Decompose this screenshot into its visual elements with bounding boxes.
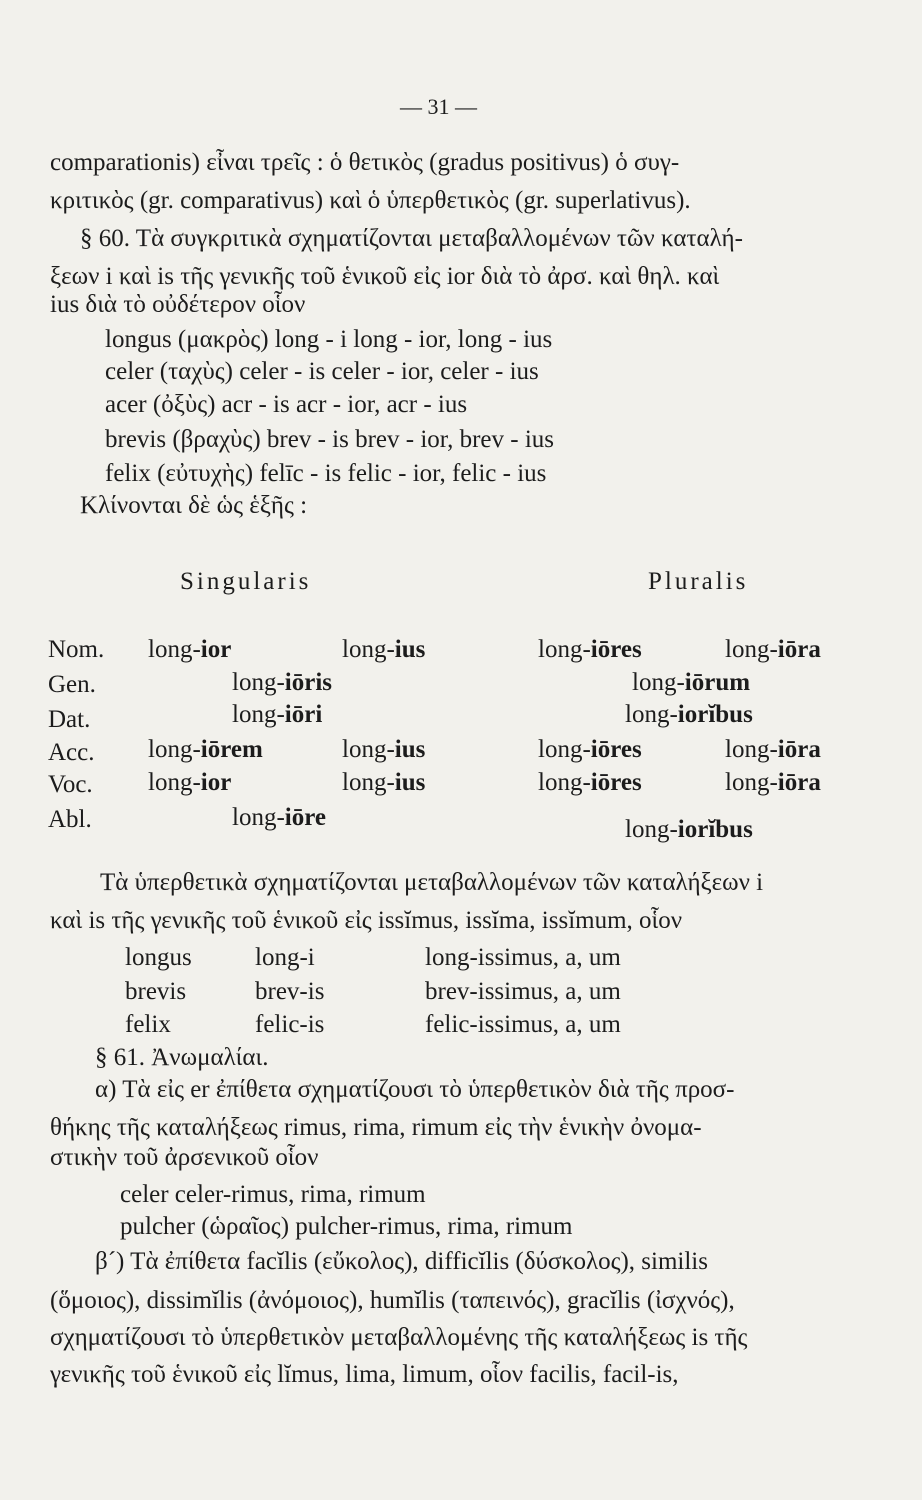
ending-text: iōra — [777, 636, 821, 663]
page-number: — 31 — — [400, 94, 477, 119]
stem-text: long- — [148, 736, 201, 763]
table-cell — [232, 700, 322, 730]
table-cell — [342, 635, 425, 665]
ending-text: ius — [394, 636, 426, 663]
text-line: α) Τὰ εἰς er ἐπίθετα σχηματίζουσι τὸ ὑπερθετικὸν διὰ τῆς προσ- — [95, 1076, 735, 1103]
superlative-form: long-issimus, a, um — [425, 944, 621, 971]
ending-text: iōrem — [200, 736, 263, 763]
table-cell — [725, 735, 821, 765]
superlative-form: brev-issimus, a, um — [425, 978, 621, 1005]
ending-text: iōra — [777, 736, 821, 763]
text-line: (ὅμοιος), dissimĭlis (ἀνόμοιος), humĭlis (ταπεινός), gracĭlis (ἰσχνός), — [50, 1287, 735, 1314]
table-cell — [625, 700, 753, 730]
ending-text: iōris — [284, 669, 332, 696]
declension-intro: Κλίνονται δὲ ὡς ἑξῆς : — [80, 492, 308, 519]
case-label: Abl. — [48, 806, 92, 833]
stem-text: long- — [342, 636, 395, 663]
superlative-genitive: felic-is — [255, 1011, 325, 1038]
ending-text: iōre — [284, 804, 326, 831]
stem-text: long- — [538, 736, 591, 763]
stem-text: long- — [232, 804, 285, 831]
text-line: Τὰ ὑπερθετικὰ σχηματίζονται μεταβαλλομένων τῶν καταλήξεων i — [100, 869, 764, 896]
ending-text: ius — [394, 769, 426, 796]
case-label: Dat. — [48, 706, 91, 733]
superlative-positive: longus — [125, 944, 192, 971]
comparative-example: felix (εὐτυχὴς) felīc - is felic - ior, felic - ius — [105, 460, 547, 487]
stem-text: long- — [232, 701, 285, 728]
text-line: γενικῆς τοῦ ἑνικοῦ εἰς lĭmus, lima, limum, οἷον facilis, facil-is, — [50, 1361, 679, 1388]
case-label: Nom. — [48, 636, 105, 663]
text-line: στικὴν τοῦ ἀρσενικοῦ οἷον — [50, 1144, 319, 1171]
superlative-positive: felix — [125, 1011, 171, 1038]
table-cell — [232, 803, 326, 833]
plural-header: Pluralis — [648, 568, 749, 595]
case-label: Voc. — [48, 771, 93, 798]
ending-text: iōrum — [684, 669, 751, 696]
table-cell — [342, 768, 425, 798]
case-label: Acc. — [48, 739, 95, 766]
singular-header: Singularis — [180, 568, 312, 595]
stem-text: long- — [148, 636, 201, 663]
table-cell — [625, 815, 753, 845]
text-line: ξεων i καὶ is τῆς γενικῆς τοῦ ἑνικοῦ εἰς ior διὰ τὸ ἀρσ. καὶ θηλ. καὶ — [50, 263, 720, 290]
table-cell — [725, 635, 821, 665]
comparative-example: brevis (βραχὺς) brev - is brev - ior, brev - ius — [105, 426, 555, 453]
stem-text: long- — [538, 636, 591, 663]
table-cell — [538, 768, 642, 798]
text-line: καὶ is τῆς γενικῆς τοῦ ἑνικοῦ εἰς issĭmus, issĭma, issĭmum, οἷον — [50, 907, 683, 934]
ending-text: iōres — [590, 736, 642, 763]
superlative-genitive: long-i — [255, 944, 315, 971]
text-line: β´) Τὰ ἐπίθετα facĭlis (εὔκολος), difficĭlis (δύσκολος), similis — [95, 1248, 708, 1275]
ending-text: ior — [200, 769, 232, 796]
stem-text: long- — [342, 736, 395, 763]
superlative-positive: brevis — [125, 978, 187, 1005]
stem-text: long- — [232, 669, 285, 696]
comparative-example: acer (ὀξὺς) acr - is acr - ior, acr - ius — [105, 391, 468, 418]
ending-text: iōra — [777, 769, 821, 796]
stem-text: long- — [725, 736, 778, 763]
table-cell — [538, 735, 642, 765]
stem-text: long- — [725, 636, 778, 663]
table-cell — [538, 635, 642, 665]
comparative-example: longus (μακρὸς) long - i long - ior, long - ius — [105, 326, 553, 353]
table-cell — [342, 735, 425, 765]
table-cell — [232, 668, 332, 698]
section-61-title: § 61. Ἀνωμαλίαι. — [95, 1044, 269, 1071]
table-cell — [148, 768, 231, 798]
text-line: ius διὰ τὸ οὐδέτερον οἷον — [50, 291, 306, 318]
text-line: κριτικὸς (gr. comparativus) καὶ ὁ ὑπερθετικὸς (gr. superlativus). — [50, 187, 691, 214]
ending-text: iōri — [284, 701, 323, 728]
alpha-example: celer celer-rimus, rima, rimum — [120, 1181, 426, 1208]
ending-text: iōres — [590, 769, 642, 796]
ending-text: ius — [394, 736, 426, 763]
stem-text: long- — [625, 816, 678, 843]
comparative-example: celer (ταχὺς) celer - is celer - ior, celer - ius — [105, 358, 539, 385]
stem-text: long- — [625, 701, 678, 728]
ending-text: ior — [200, 636, 232, 663]
ending-text: iorĭbus — [677, 701, 753, 728]
section-60-line: § 60. Τὰ συγκριτικὰ σχηματίζονται μεταβαλλομένων τῶν καταλή- — [80, 225, 743, 252]
table-cell — [725, 768, 821, 798]
stem-text: long- — [342, 769, 395, 796]
alpha-example: pulcher (ὡραῖος) pulcher-rimus, rima, rimum — [120, 1213, 573, 1240]
stem-text: long- — [148, 769, 201, 796]
case-label: Gen. — [48, 671, 96, 698]
text-line: σχηματίζουσι τὸ ὑπερθετικὸν μεταβαλλομένης τῆς καταλήξεως is τῆς — [50, 1324, 748, 1351]
superlative-form: felic-issimus, a, um — [425, 1011, 621, 1038]
table-cell — [148, 635, 231, 665]
table-cell — [148, 735, 263, 765]
text-line: θήκης τῆς καταλήξεως rimus, rima, rimum εἰς τὴν ἑνικὴν ὀνομα- — [50, 1114, 702, 1141]
stem-text: long- — [538, 769, 591, 796]
ending-text: iōres — [590, 636, 642, 663]
stem-text: long- — [725, 769, 778, 796]
text-line: comparationis) εἶναι τρεῖς : ὁ θετικὸς (gradus positivus) ὁ συγ- — [50, 149, 680, 176]
stem-text: long- — [632, 669, 685, 696]
table-cell — [632, 668, 750, 698]
ending-text: iorĭbus — [677, 816, 753, 843]
superlative-genitive: brev-is — [255, 978, 325, 1005]
